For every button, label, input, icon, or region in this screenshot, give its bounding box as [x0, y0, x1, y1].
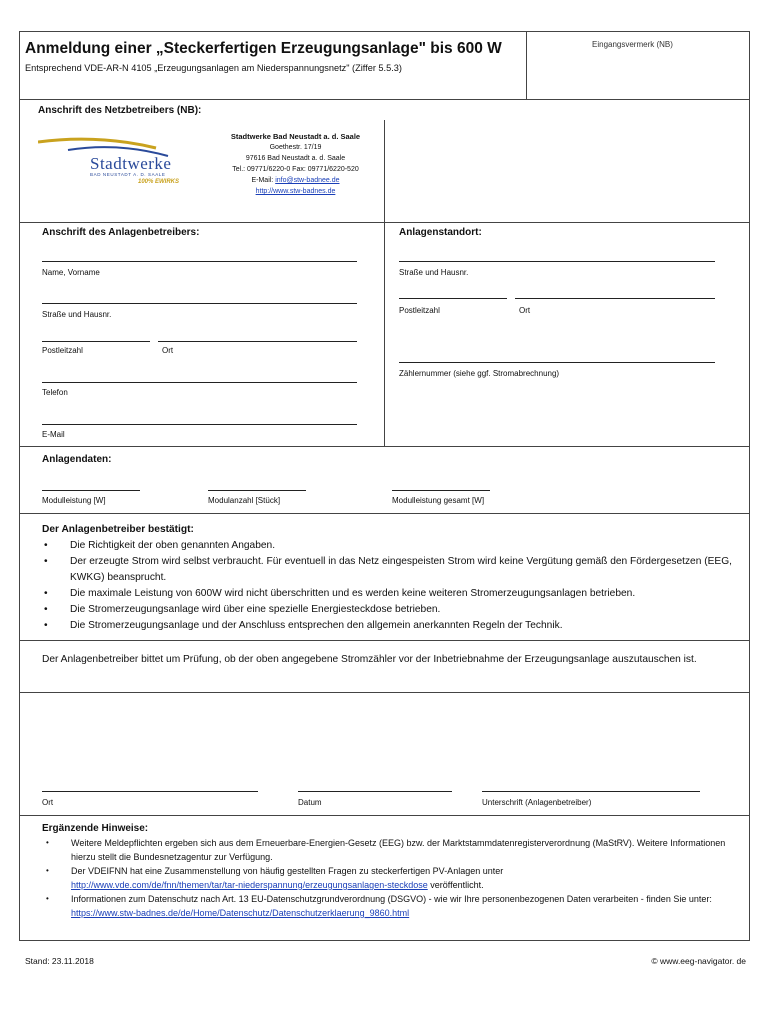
email-field[interactable]: [42, 424, 357, 425]
nb-street: Goethestr. 17/19: [269, 144, 322, 151]
signature-label: Unterschrift (Anlagenbetreiber): [482, 798, 592, 807]
standort-plz-field[interactable]: [399, 298, 507, 299]
stand-date: Stand: 23.11.2018: [25, 956, 94, 966]
rule-bestaetigung: [19, 640, 750, 641]
name-field[interactable]: [42, 261, 357, 262]
rule-address: [19, 446, 750, 447]
hinweis-text: Weitere Meldepflichten ergeben sich aus dem Erneuerbare-Energien-Gesetz (EEG) bzw. der Marktstammdatenregisterverordnung (MaStRV). Weitere Informationen hierzu stellt die Bundesnetzagentur zur Verfügung.: [71, 838, 726, 862]
nb-email-label: E-Mail:: [251, 177, 276, 184]
stadtwerke-logo: [38, 128, 208, 193]
bullet: •: [44, 620, 48, 631]
bullet: •: [44, 604, 48, 615]
bestaetigung-text: Der erzeugte Strom wird selbst verbraucht. Für eventuell in das Netz eingespeisten Strom wird keine Vergütung gemäß den Fördergesetzen (EEG, KWKG) beansprucht.: [70, 556, 732, 583]
hinweise-heading: Ergänzende Hinweise:: [42, 823, 149, 834]
hinweis-item: [42, 836, 747, 864]
standort-plz-label: Postleitzahl: [399, 306, 440, 315]
modulanzahl-field[interactable]: [208, 490, 306, 491]
signature-datum-label: Datum: [298, 798, 322, 807]
header-divider: [526, 31, 527, 100]
hinweise-section: [42, 822, 747, 920]
zaehler-label: Zählernummer (siehe ggf. Stromabrechnung): [399, 369, 560, 378]
nb-web-line: [213, 186, 378, 197]
bestaetigung-text: Die maximale Leistung von 600W wird nicht überschritten und es werden keine weiteren Stromerzeugungsanlagen betrieben.: [70, 588, 636, 599]
bestaetigung-item: [42, 538, 742, 554]
signature-datum-field[interactable]: [298, 791, 452, 792]
logo-slogan: 100% EWIRKS: [138, 179, 180, 185]
bullet: •: [46, 866, 49, 875]
betreiber-ort-label: Ort: [162, 346, 174, 355]
modulanzahl-label: Modulanzahl [Stück]: [208, 496, 281, 505]
bestaetigung-item: [42, 586, 742, 602]
nb-name: Stadtwerke Bad Neustadt a. d. Saale: [230, 132, 361, 141]
bestaetigung-item: [42, 602, 742, 618]
vde-link[interactable]: http://www.vde.com/de/fnn/themen/tar/tar-niederspannung/erzeugungsanlagen-steckdose: [71, 880, 428, 890]
name-label: Name, Vorname: [42, 268, 100, 277]
form-title: Anmeldung einer „Steckerfertigen Erzeugungsanlage" bis 600 W: [25, 40, 502, 57]
logo-subtext: BAD NEUSTADT A. D. SAALE: [90, 172, 166, 177]
bestaetigung-text: Die Stromerzeugungsanlage wird über eine spezielle Energiesteckdose betrieben.: [70, 604, 441, 615]
bestaetigung-item: [42, 618, 742, 634]
betreiber-plz-label: Postleitzahl: [42, 346, 83, 355]
email-label: E-Mail: [42, 430, 65, 439]
eingangsvermerk-label: Eingangsvermerk (NB): [592, 40, 673, 49]
pruefung-text: Der Anlagenbetreiber bittet um Prüfung, ob der oben angegebene Stromzähler vor der Inbetriebnahme der Erzeugungsanlage auszutauschen ist.: [42, 654, 697, 665]
rule-unterschrift: [19, 815, 750, 816]
standort-ort-field[interactable]: [515, 298, 715, 299]
standort-ort-label: Ort: [519, 306, 531, 315]
logo-text: Stadtwerke: [90, 154, 172, 173]
hinweis-item: [42, 892, 747, 920]
signature-ort-field[interactable]: [42, 791, 258, 792]
signature-field[interactable]: [482, 791, 700, 792]
zaehler-field[interactable]: [399, 362, 715, 363]
datenschutz-link[interactable]: https://www.stw-badnes.de/de/Home/Datenschutz/Datenschutzerklaerung_9860.html: [71, 908, 410, 918]
form-subtitle: Entsprechend VDE-AR-N 4105 „Erzeugungsanlagen am Niederspannungsnetz" (Ziffer 5.5.3): [25, 63, 402, 73]
bullet: •: [46, 894, 49, 903]
betreiber-ort-field[interactable]: [158, 341, 357, 342]
modulleistung-field[interactable]: [42, 490, 140, 491]
address-divider: [384, 222, 385, 447]
rule-anlagendaten: [19, 513, 750, 514]
bestaetigung-heading: Der Anlagenbetreiber bestätigt:: [42, 524, 194, 535]
betreiber-plz-field[interactable]: [42, 341, 150, 342]
gesamt-label: Modulleistung gesamt [W]: [392, 496, 485, 505]
hinweis-suffix: veröffentlicht.: [427, 880, 484, 890]
standort-street-field[interactable]: [399, 261, 715, 262]
bestaetigung-section: [42, 522, 742, 634]
telefon-label: Telefon: [42, 388, 68, 397]
telefon-field[interactable]: [42, 382, 357, 383]
betreiber-street-field[interactable]: [42, 303, 357, 304]
rule-header: [19, 99, 750, 100]
nb-tel: Tel.: 09771/6220-0 Fax: 09771/6220-520: [232, 166, 359, 173]
nb-email-link[interactable]: info@stw-badnee.de: [275, 177, 340, 184]
signature-ort-label: Ort: [42, 798, 54, 807]
bestaetigung-item: [42, 554, 742, 586]
bullet: •: [44, 556, 48, 567]
nb-city: 97616 Bad Neustadt a. d. Saale: [245, 155, 346, 162]
anlagendaten-heading: Anlagendaten:: [42, 454, 112, 465]
hinweis-text: Der VDEIFNN hat eine Zusammenstellung von häufig gestellten Fragen zu steckerfertigen PV-Anlagen unter: [71, 866, 504, 876]
nb-divider: [384, 120, 385, 223]
gesamt-field[interactable]: [392, 490, 490, 491]
copyright: © www.eeg-navigator. de: [651, 956, 746, 966]
rule-pruefung: [19, 692, 750, 693]
standort-street-label: Straße und Hausnr.: [399, 268, 469, 277]
modulleistung-label: Modulleistung [W]: [42, 496, 106, 505]
nb-web-link[interactable]: http://www.stw-badnes.de: [255, 188, 336, 195]
hinweis-item: [42, 864, 747, 892]
bullet: •: [46, 838, 49, 847]
hinweis-text: Informationen zum Datenschutz nach Art. 13 EU-Datenschutzgrundverordnung (DSGVO) - wie wir Ihre personenbezogenen Daten verarbeiten - finden Sie unter:: [71, 894, 712, 904]
bestaetigung-text: Die Richtigkeit der oben genannten Angaben.: [70, 540, 276, 551]
nb-heading: Anschrift des Netzbetreibers (NB):: [38, 105, 202, 116]
bestaetigung-text: Die Stromerzeugungsanlage und der Anschluss entsprechen den allgemein anerkannten Regeln der Technik.: [70, 620, 563, 631]
betreiber-heading: Anschrift des Anlagenbetreibers:: [42, 227, 200, 238]
bullet: •: [44, 540, 48, 551]
nb-email-line: [213, 175, 378, 186]
bullet: •: [44, 588, 48, 599]
standort-heading: Anlagenstandort:: [399, 227, 482, 238]
nb-address: [213, 131, 378, 197]
betreiber-street-label: Straße und Hausnr.: [42, 310, 112, 319]
